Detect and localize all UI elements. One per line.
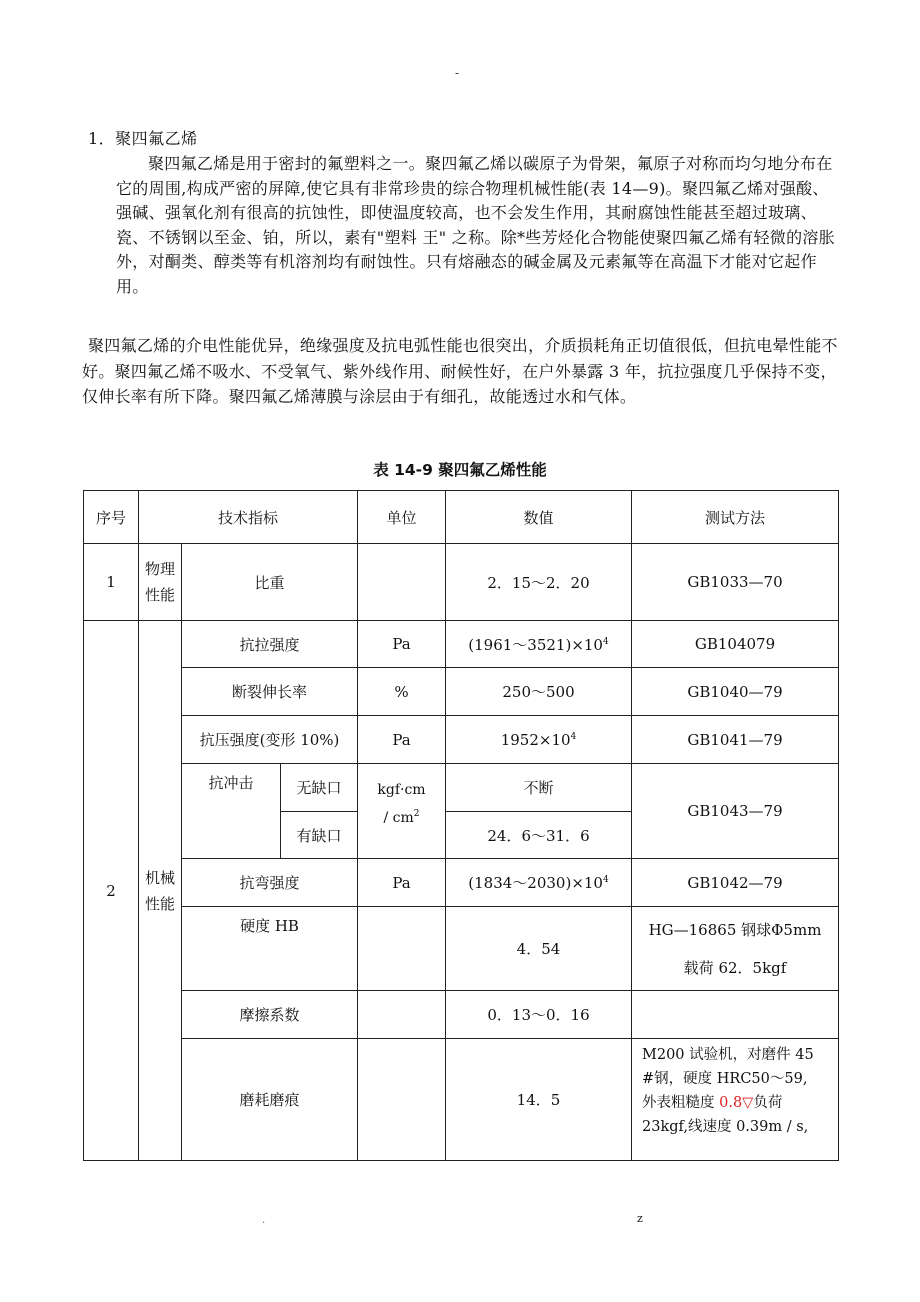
table-row (84, 907, 839, 991)
unit-cell (358, 544, 446, 621)
method-text: 外表粗糙度 (642, 1095, 720, 1111)
exponent: 4 (570, 731, 577, 742)
value-cell (446, 859, 632, 907)
table-row (84, 1039, 839, 1161)
unit-cell: % (358, 668, 446, 716)
value-cell (446, 716, 632, 764)
table-row (84, 991, 839, 1039)
method-cell (632, 1039, 839, 1161)
indicator-cell: 抗拉强度 (182, 621, 358, 668)
table-row (84, 668, 839, 716)
method-line: 23kgf,线速度 0.39m / s, (642, 1119, 809, 1135)
table-row (84, 716, 839, 764)
indicator-cell: 断裂伸长率 (182, 668, 358, 716)
exponent: 2 (413, 809, 420, 819)
method-cell: GB1043—79 (632, 764, 839, 859)
unit-line (358, 802, 445, 830)
footer-right-mark: z (637, 1212, 643, 1225)
value-cell: 0．13～0．16 (446, 991, 632, 1039)
page-header-mark: - (455, 66, 460, 80)
indicator-cell: 抗冲击 (182, 764, 281, 859)
unit-cell (358, 1039, 446, 1161)
indicator-cell: 摩擦系数 (182, 991, 358, 1039)
table-row (84, 621, 839, 668)
category-line: 性能 (144, 586, 175, 604)
unit-cell: Pa (358, 621, 446, 668)
category-cell (139, 621, 182, 1161)
section-title: 1．聚四氟乙烯 (88, 129, 198, 148)
exponent: 4 (602, 636, 609, 647)
indicator-cell: 磨耗磨痕 (182, 1039, 358, 1161)
roughness-highlight: 0.8▽ (719, 1095, 754, 1111)
method-line: HG—16865 钢球Φ5mm (648, 920, 822, 939)
paragraph-intro: 聚四氟乙烯是用于密封的氟塑料之一。聚四氟乙烯以碳原子为骨架，氟原子对称而均匀地分布在它的周围,构成严密的屏障,使它具有非常珍贵的综合物理机械性能(表 14—9)。聚四氟乙烯对强酸、强碱、强氧化剂有很高的抗蚀性，即使温度较高，也不会发生作用，其耐腐蚀性能甚至超过玻璃、瓷、不锈钢以至金、铂，所以，素有"塑料 王" 之称。除*些芳烃化合物能使聚四氟乙烯有轻微的溶胀外，对酮类、醇类等有机溶剂均有耐蚀性。只有熔融态的碱金属及元素氟等在高温下才能对它起作用。 (116, 154, 835, 296)
method-cell: GB1042—79 (632, 859, 839, 907)
value-cell (446, 621, 632, 668)
method-cell: GB1040—79 (632, 668, 839, 716)
indicator-cell: 硬度 HB (182, 907, 358, 991)
method-cell: GB104079 (632, 621, 839, 668)
table-row (84, 544, 839, 621)
method-cell: GB1041—79 (632, 716, 839, 764)
indicator-cell: 抗弯强度 (182, 859, 358, 907)
value-cell: 250～500 (446, 668, 632, 716)
unit-cell (358, 907, 446, 991)
table-row (84, 764, 839, 812)
method-line (642, 1091, 836, 1115)
unit-text: / cm (383, 810, 414, 826)
value-text: 1952×10 (500, 730, 571, 749)
value-text: (1834～2030)×10 (468, 874, 603, 892)
value-cell: 2．15～2．20 (446, 544, 632, 621)
method-line: 载荷 62．5kgf (683, 958, 787, 977)
footer-left-mark: . (262, 1215, 266, 1226)
table-caption: 表 14-9 聚四氟乙烯性能 (373, 461, 547, 479)
seq-cell: 1 (84, 544, 139, 621)
method-line: #钢，硬度 HRC50～59, (642, 1071, 808, 1087)
method-cell (632, 991, 839, 1039)
header-seq: 序号 (84, 491, 139, 544)
category-line: 性能 (144, 894, 175, 913)
category-line: 机械 (144, 868, 175, 887)
category-cell (139, 544, 182, 621)
header-indicator: 技术指标 (139, 491, 358, 544)
value-cell: 24．6～31．6 (446, 812, 632, 859)
sub-indicator-cell: 有缺口 (281, 812, 358, 859)
properties-table (83, 490, 839, 1161)
unit-cell (358, 991, 446, 1039)
table-header-row (84, 491, 839, 544)
indicator-cell: 抗压强度(变形 10%) (182, 716, 358, 764)
indicator-cell: 比重 (182, 544, 358, 621)
unit-cell: Pa (358, 716, 446, 764)
method-cell: GB1033—70 (632, 544, 839, 621)
value-cell: 4．54 (446, 907, 632, 991)
unit-cell: Pa (358, 859, 446, 907)
exponent: 4 (602, 875, 609, 885)
table-row (84, 859, 839, 907)
header-value: 数值 (446, 491, 632, 544)
seq-cell: 2 (84, 621, 139, 1161)
header-method: 测试方法 (632, 491, 839, 544)
unit-line: kgf·cm (377, 782, 426, 798)
sub-indicator-cell: 无缺口 (281, 764, 358, 812)
value-cell: 14．5 (446, 1039, 632, 1161)
method-text: 负荷 (753, 1095, 783, 1111)
value-text: (1961～3521)×10 (468, 635, 603, 654)
method-cell (632, 907, 839, 991)
category-line: 物理 (144, 560, 175, 578)
value-cell: 不断 (446, 764, 632, 812)
method-line: M200 试验机，对磨件 45 (642, 1047, 814, 1063)
paragraph-dielectric: 聚四氟乙烯的介电性能优异，绝缘强度及抗电弧性能也很突出，介质损耗角正切值很低，但抗电晕性能不好。聚四氟乙烯不吸水、不受氧气、紫外线作用、耐候性好，在户外暴露 3 年，抗拉强度几乎保持不变，仅伸长率有所下降。聚四氟乙烯薄膜与涂层由于有细孔，故能透过水和气体。 (82, 336, 838, 406)
header-unit: 单位 (358, 491, 446, 544)
unit-cell (358, 764, 446, 859)
